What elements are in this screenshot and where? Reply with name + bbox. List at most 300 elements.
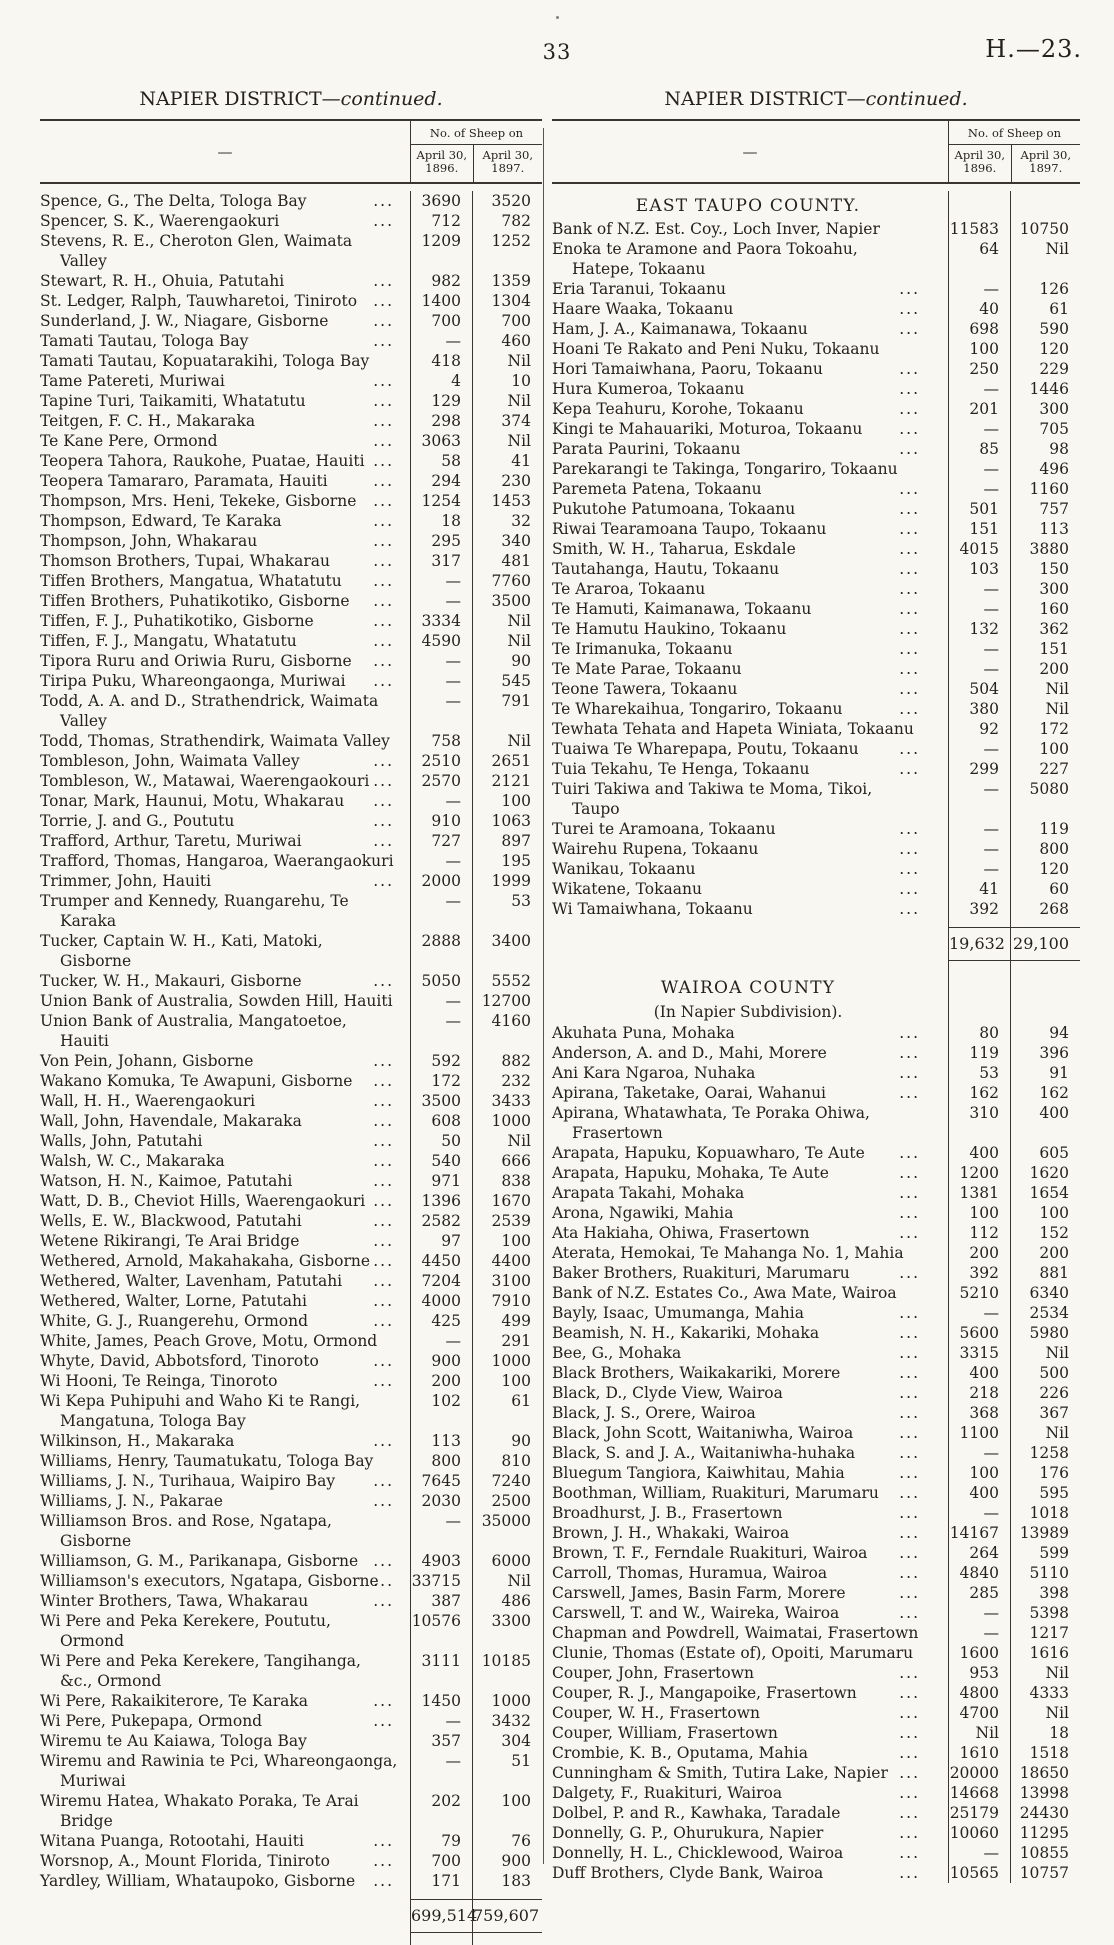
dot-leader: ... [899,600,920,618]
table-row [552,699,1080,719]
sheep-count-1896: — [948,1623,1010,1643]
owner-name: ... Riwai Tearamoana Taupo, Tokaanu [552,519,948,539]
header-col-1897: April 30, 1897. [1011,145,1080,182]
caption-district: NAPIER DISTRICT [664,88,847,110]
sheep-count-1896: — [948,839,1010,859]
dot-leader: ... [373,752,394,770]
owner-name: ... Tiffen Brothers, Puhatikotiko, Gisborne [40,591,410,611]
table-row [552,539,1080,559]
sheep-count-1897: Nil [472,1131,542,1151]
sheep-count-1896: 712 [410,211,472,231]
owner-name: Wiremu and Rawinia te Pci, Whareongaonga, Muriwai [40,1752,398,1790]
table-row [552,1223,1080,1243]
sheep-count-1897: 398 [1010,1583,1080,1603]
sheep-count-1897: 757 [1010,499,1080,519]
dot-leader: ... [899,1504,920,1522]
dot-leader: ... [373,392,394,410]
owner-name: ... Tiffen, F. J., Mangatu, Whatatutu [40,631,410,651]
owner-name: ... Wilkinson, H., Makaraka [40,1431,410,1451]
owner-name: ... Thompson, Mrs. Heni, Tekeke, Gisborne [40,491,410,511]
dot-leader: ... [373,472,394,490]
table-row [40,631,542,651]
table-row [40,831,542,851]
sheep-count-1896: 33715 [410,1571,472,1591]
sheep-count-1897: 1000 [472,1691,542,1711]
column-divider-rule [543,128,544,1864]
table-row [552,479,1080,499]
sheep-count-1896: 7645 [410,1471,472,1491]
sheep-count-1897: 98 [1010,439,1080,459]
table-row [40,291,542,311]
dot-leader: ... [373,1152,394,1170]
spacer-row-1896-cell [948,919,1010,927]
left-column [40,88,542,1945]
table-row [552,559,1080,579]
table-row [552,1763,1080,1783]
table-row [40,1431,542,1451]
owner-name: Tucker, Captain W. H., Kati, Matoki, Gisborne [40,932,323,970]
dot-leader: ... [899,1564,920,1582]
owner-name: ... White, G. J., Ruangerehu, Ormond [40,1311,410,1331]
owner-name: ... Smith, W. H., Taharua, Eskdale [552,539,948,559]
owner-name: ... Wall, John, Havendale, Makaraka [40,1111,410,1131]
table-row [552,1423,1080,1443]
sheep-count-1897: 150 [1010,559,1080,579]
table-row [552,1363,1080,1383]
table-row [40,1591,542,1611]
section-heading [552,191,1080,219]
dot-leader: ... [899,440,920,458]
table-row [40,691,542,731]
table-row [40,571,542,591]
table-row [40,1131,542,1151]
sheep-count-1896: 53 [948,1063,1010,1083]
sheep-count-1897: 300 [1010,579,1080,599]
sheep-table-left [40,119,542,1945]
owner-name: Parekarangi te Takinga, Tongariro, Tokaanu [552,460,898,478]
sheep-count-1897: 1999 [472,871,542,891]
owner-name: ... Hura Kumeroa, Tokaanu [552,379,948,399]
table-row [40,1011,542,1051]
spacer-row-1896-cell [410,1891,472,1899]
table-row [552,599,1080,619]
sheep-count-1896: 317 [410,551,472,571]
sheep-count-1897: 24430 [1010,1803,1080,1823]
table-row [552,739,1080,759]
owner-name: Todd, A. A. and D., Strathendrick, Waimata Valley [40,692,379,730]
sheep-count-1897: 705 [1010,419,1080,439]
owner-name: ... Baker Brothers, Ruakituri, Marumaru [552,1263,948,1283]
table-row [552,339,1080,359]
sheep-count-1897: 1304 [472,291,542,311]
sheep-count-1896: 2570 [410,771,472,791]
owner-name: ... Spencer, S. K., Waerengaokuri [40,211,410,231]
table-row [552,1323,1080,1343]
dot-leader: ... [373,1172,394,1190]
dot-leader: ... [899,480,920,498]
sheep-count-1897: 232 [472,1071,542,1091]
owner-name: Clunie, Thomas (Estate of), Opoiti, Marumaru [552,1644,914,1662]
dot-leader: ... [373,1092,394,1110]
spacer-row-1896-cell [410,1933,472,1945]
table-row [40,311,542,331]
sheep-count-1896: 982 [410,271,472,291]
dot-leader: ... [899,1864,920,1882]
sheep-count-1897: 6000 [472,1551,542,1571]
owner-name: ... Couper, R. J., Mangapoike, Frasertown [552,1683,948,1703]
sheep-count-1896: 2888 [410,931,472,971]
sheep-count-1896: 119 [948,1043,1010,1063]
sheep-count-1896: 4000 [410,1291,472,1311]
dot-leader: ... [373,1132,394,1150]
table-row [552,1803,1080,1823]
owner-name: ... Wall, H. H., Waerengaokuri [40,1091,410,1111]
sheep-count-1897: 791 [472,691,542,731]
owner-name: ... Brown, J. H., Whakaki, Wairoa [552,1523,948,1543]
dot-leader: ... [899,1744,920,1762]
dot-leader: ... [373,1492,394,1510]
sheep-count-1896: 299 [948,759,1010,779]
owner-name: ... Haare Waaka, Tokaanu [552,299,948,319]
sheep-count-1897: 700 [472,311,542,331]
sheep-count-1896: — [948,279,1010,299]
table-row [40,1051,542,1071]
owner-name: ... Wethered, Arnold, Makahakaha, Gisborne [40,1251,410,1271]
owner-name: ... Wairehu Rupena, Tokaanu [552,839,948,859]
sheep-count-1896: 608 [410,1111,472,1131]
table-row [552,719,1080,739]
sheep-count-1897: 18 [1010,1723,1080,1743]
owner-name: ... Williamson's executors, Ngatapa, Gisborne [40,1571,410,1591]
owner-name: ... Black Brothers, Waikakariki, Morere [552,1363,948,1383]
sheep-count-1896: 79 [410,1831,472,1851]
dot-leader: ... [373,212,394,230]
sheep-count-1896: 5600 [948,1323,1010,1343]
dot-leader: ... [899,760,920,778]
owner-name: ... Watt, D. B., Cheviot Hills, Waerengaokuri [40,1191,410,1211]
dot-leader: ... [373,332,394,350]
sheep-count-1896: — [948,1603,1010,1623]
sheep-count-1897: Nil [1010,1343,1080,1363]
sheep-count-1896: 294 [410,471,472,491]
sheep-count-1897: 13989 [1010,1523,1080,1543]
owner-name: ... Donnelly, H. L., Chicklewood, Wairoa [552,1843,948,1863]
table-row [552,639,1080,659]
sheep-count-1896: 3690 [410,191,472,211]
dot-leader: ... [899,880,920,898]
owner-name: ... Hori Tamaiwhana, Paoru, Tokaanu [552,359,948,379]
sheep-count-1896: — [410,571,472,591]
spacer-row-name-cell [552,961,948,973]
table-row [552,1583,1080,1603]
sheep-count-1896: 310 [948,1103,1010,1143]
dot-leader: ... [899,1524,920,1542]
table-caption-left [40,88,542,110]
owner-name: Tamati Tautau, Kopuatarakihi, Tologa Bay [40,352,370,370]
sheep-count-1896: 380 [948,699,1010,719]
owner-name: ... Worsnop, A., Mount Florida, Tiniroto [40,1851,410,1871]
owner-name: ... Apirana, Taketake, Oarai, Wahanui [552,1083,948,1103]
owner-name: Tewhata Tehata and Hapeta Winiata, Tokaanu [552,720,914,738]
table-row [40,511,542,531]
sheep-count-1896: — [948,739,1010,759]
owner-name: Wi Pere and Peka Kerekere, Tangihanga, &c., Ormond [40,1652,361,1690]
sheep-count-1897: 200 [1010,1243,1080,1263]
sheep-count-1897: 152 [1010,1223,1080,1243]
owner-name: ... Carswell, James, Basin Farm, Morere [552,1583,948,1603]
sheep-count-1897: 5080 [1010,779,1080,819]
table-row [552,839,1080,859]
sheep-count-1896: 700 [410,311,472,331]
sheep-count-1897: 5398 [1010,1603,1080,1623]
table-header [40,119,542,184]
sheep-count-1896: 14167 [948,1523,1010,1543]
table-row [40,191,542,211]
owner-name: ... Wethered, Walter, Lavenham, Patutahi [40,1271,410,1291]
sheep-count-1897: 810 [472,1451,542,1471]
sheep-count-1897: Nil [1010,699,1080,719]
dot-leader: ... [373,1212,394,1230]
sheep-count-1896: — [948,379,1010,399]
header-dash: — [217,142,233,161]
dot-leader: ... [899,1764,920,1782]
dot-leader: ... [899,1364,920,1382]
dot-leader: ... [373,792,394,810]
dot-leader: ... [373,1192,394,1210]
dot-leader: ... [373,1052,394,1070]
sheep-count-1896: 4700 [948,1703,1010,1723]
sheep-count-1896: 298 [410,411,472,431]
table-row [40,371,542,391]
sheep-count-1896: 900 [410,1351,472,1371]
sheep-count-1897: 100 [472,1231,542,1251]
sheep-count-1896: 3334 [410,611,472,631]
sheep-count-1896: — [948,419,1010,439]
owner-name: ... Thompson, John, Whakarau [40,531,410,551]
owner-name: ... Wanikau, Tokaanu [552,859,948,879]
sheep-count-1897: 304 [472,1731,542,1751]
sheep-count-1896: — [410,791,472,811]
sheep-count-1897: 13998 [1010,1783,1080,1803]
sheep-count-1896: 971 [410,1171,472,1191]
dot-leader: ... [899,860,920,878]
header-col-1896: April 30, 1896. [954,148,1005,175]
dot-leader: ... [373,292,394,310]
sheep-count-1896: 113 [410,1431,472,1451]
sheep-count-1897: Nil [472,391,542,411]
owner-name: ... Te Hamutu Haukino, Tokaanu [552,619,948,639]
sheep-count-1896: 800 [410,1451,472,1471]
dot-leader: ... [373,972,394,990]
table-row [40,1871,542,1891]
dot-leader: ... [373,532,394,550]
sheep-count-1896: 200 [948,1243,1010,1263]
sheep-count-1897: 32 [472,511,542,531]
owner-name: ... Tiffen, F. J., Puhatikotiko, Gisborne [40,611,410,631]
table-row [40,851,542,871]
owner-name: Stevens, R. E., Cheroton Glen, Waimata Valley [40,232,353,270]
sheep-count-1897: 496 [1010,459,1080,479]
table-row [552,619,1080,639]
owner-name: ... Ata Hakiaha, Ohiwa, Frasertown [552,1223,948,1243]
dot-leader: ... [899,360,920,378]
dot-leader: ... [899,620,920,638]
dot-leader: ... [373,552,394,570]
dot-leader: ... [899,1684,920,1702]
sheep-count-1897: Nil [472,631,542,651]
sheep-count-1897: 3880 [1010,539,1080,559]
dot-leader: ... [373,1832,394,1850]
sheep-count-1896: 727 [410,831,472,851]
sheep-count-1896: 3111 [410,1651,472,1691]
section-subheading-text: (In Napier Subdivision). [653,1003,843,1021]
table-row [40,1831,542,1851]
sheep-count-1897: 5110 [1010,1563,1080,1583]
owner-name: Williamson Bros. and Rose, Ngatapa, Gisborne [40,1512,332,1550]
owner-name: ... Couper, John, Frasertown [552,1663,948,1683]
section-heading-name-cell [552,973,948,1023]
sheep-count-1897: 7760 [472,571,542,591]
dot-leader: ... [899,1484,920,1502]
table-row [552,279,1080,299]
sheep-count-1896: 40 [948,299,1010,319]
sheep-count-1897: 3432 [472,1711,542,1731]
header-date-columns [411,145,542,182]
sheep-count-1897: 51 [472,1751,542,1791]
owner-name: ... Duff Brothers, Clyde Bank, Wairoa [552,1863,948,1883]
table-row [40,411,542,431]
table-row [552,1383,1080,1403]
sheep-count-1896: 4 [410,371,472,391]
sheep-count-1896: 129 [410,391,472,411]
owner-name: ... Wi Pere, Pukepapa, Ormond [40,1711,410,1731]
owner-name: ... Eria Taranui, Tokaanu [552,279,948,299]
dot-leader: ... [899,1424,920,1442]
sheep-count-1897: 61 [472,1391,542,1431]
table-row [552,1083,1080,1103]
sheep-count-1896: — [948,659,1010,679]
sheep-count-1897: 1217 [1010,1623,1080,1643]
sheep-count-1896: — [410,591,472,611]
table-row [40,1231,542,1251]
dot-leader: ... [373,672,394,690]
table-row [552,1023,1080,1043]
sheep-count-1897: 160 [1010,599,1080,619]
sheep-count-1897: 195 [472,851,542,871]
owner-name: ... Tautahanga, Hautu, Tokaanu [552,559,948,579]
owner-name: ... Arapata Takahi, Mohaka [552,1183,948,1203]
sheep-count-1897: 1518 [1010,1743,1080,1763]
owner-name: ... Williamson, G. M., Parikanapa, Gisborne [40,1551,410,1571]
dot-leader: ... [899,1304,920,1322]
table-row [40,351,542,371]
spacer-row-1897-cell [472,1933,542,1945]
dot-leader: ... [373,1432,394,1450]
table-row [40,1851,542,1871]
sheep-count-1897: 10 [472,371,542,391]
table-row [40,1291,542,1311]
section-heading-1896-cell [948,191,1010,219]
owner-name: ... Wi Tamaiwhana, Tokaanu [552,899,948,919]
owner-name: Hoani Te Rakato and Peni Nuku, Tokaanu [552,340,880,358]
table-row [40,891,542,931]
sheep-count-1897: 3520 [472,191,542,211]
owner-name: Bank of N.Z. Estates Co., Awa Mate, Wairoa [552,1284,897,1302]
sheep-count-1897: 590 [1010,319,1080,339]
owner-name: ... Parata Paurini, Tokaanu [552,439,948,459]
section-heading [552,973,1080,1023]
sheep-count-1897: 10855 [1010,1843,1080,1863]
dot-leader: ... [373,1552,394,1570]
sheep-count-1897: 362 [1010,619,1080,639]
sheep-count-1897: Nil [1010,679,1080,699]
header-group-label: No. of Sheep on [411,121,542,145]
sheep-count-1896: 3500 [410,1091,472,1111]
owner-name: ... Thomson Brothers, Tupai, Whakarau [40,551,410,571]
owner-name: ... Arapata, Hapuku, Kopuawharo, Te Aute [552,1143,948,1163]
sheep-count-1896: 41 [948,879,1010,899]
table-row [552,1483,1080,1503]
owner-name: ... Wikatene, Tokaanu [552,879,948,899]
dot-leader: ... [899,1844,920,1862]
table-row [552,1463,1080,1483]
sheep-count-1896: 504 [948,679,1010,699]
sheep-count-1897: 176 [1010,1463,1080,1483]
dot-leader: ... [899,1224,920,1242]
dot-leader: ... [899,1404,920,1422]
dot-leader: ... [373,1852,394,1870]
dot-leader: ... [899,580,920,598]
sheep-count-1896: 392 [948,899,1010,919]
sheep-count-1896: — [948,599,1010,619]
sheep-count-1897: 545 [472,671,542,691]
sheep-count-1896: 3315 [948,1343,1010,1363]
table-row [40,1731,542,1751]
owner-name: ... Beamish, N. H., Kakariki, Mohaka [552,1323,948,1343]
table-row [40,1451,542,1471]
owner-name: ... Kingi te Mahauariki, Moturoa, Tokaanu [552,419,948,439]
sheep-count-1897: 782 [472,211,542,231]
owner-name: ... Bayly, Isaac, Umumanga, Mahia [552,1303,948,1323]
owner-name: ... Tombleson, John, Waimata Valley [40,751,410,771]
dot-leader: ... [899,300,920,318]
dot-leader: ... [373,1072,394,1090]
spacer-row-1896-cell [948,961,1010,973]
sheep-count-1897: 1252 [472,231,542,271]
spacer-row-1897-cell [472,1891,542,1899]
sheep-count-1897: Nil [1010,1663,1080,1683]
right-column [552,88,1080,1883]
sheep-count-1897: 226 [1010,1383,1080,1403]
sheep-count-1896: 357 [410,1731,472,1751]
dot-leader: ... [373,572,394,590]
total-1896: 19,632 [948,927,1010,961]
section-heading-text: WAIROA COUNTY [660,978,836,998]
dot-leader: ... [899,1464,920,1482]
sheep-count-1896: — [948,779,1010,819]
dot-leader: ... [373,1272,394,1290]
sheep-count-1896: 2030 [410,1491,472,1511]
owner-name: ... Teopera Tamararo, Paramata, Hauiti [40,471,410,491]
sheep-count-1896: — [948,859,1010,879]
sheep-count-1896: 758 [410,731,472,751]
table-row [552,779,1080,819]
dot-leader: ... [899,1384,920,1402]
sheep-count-1896: — [948,1443,1010,1463]
sheep-count-1896: 5050 [410,971,472,991]
table-row [40,611,542,631]
sheep-count-1896: 501 [948,499,1010,519]
